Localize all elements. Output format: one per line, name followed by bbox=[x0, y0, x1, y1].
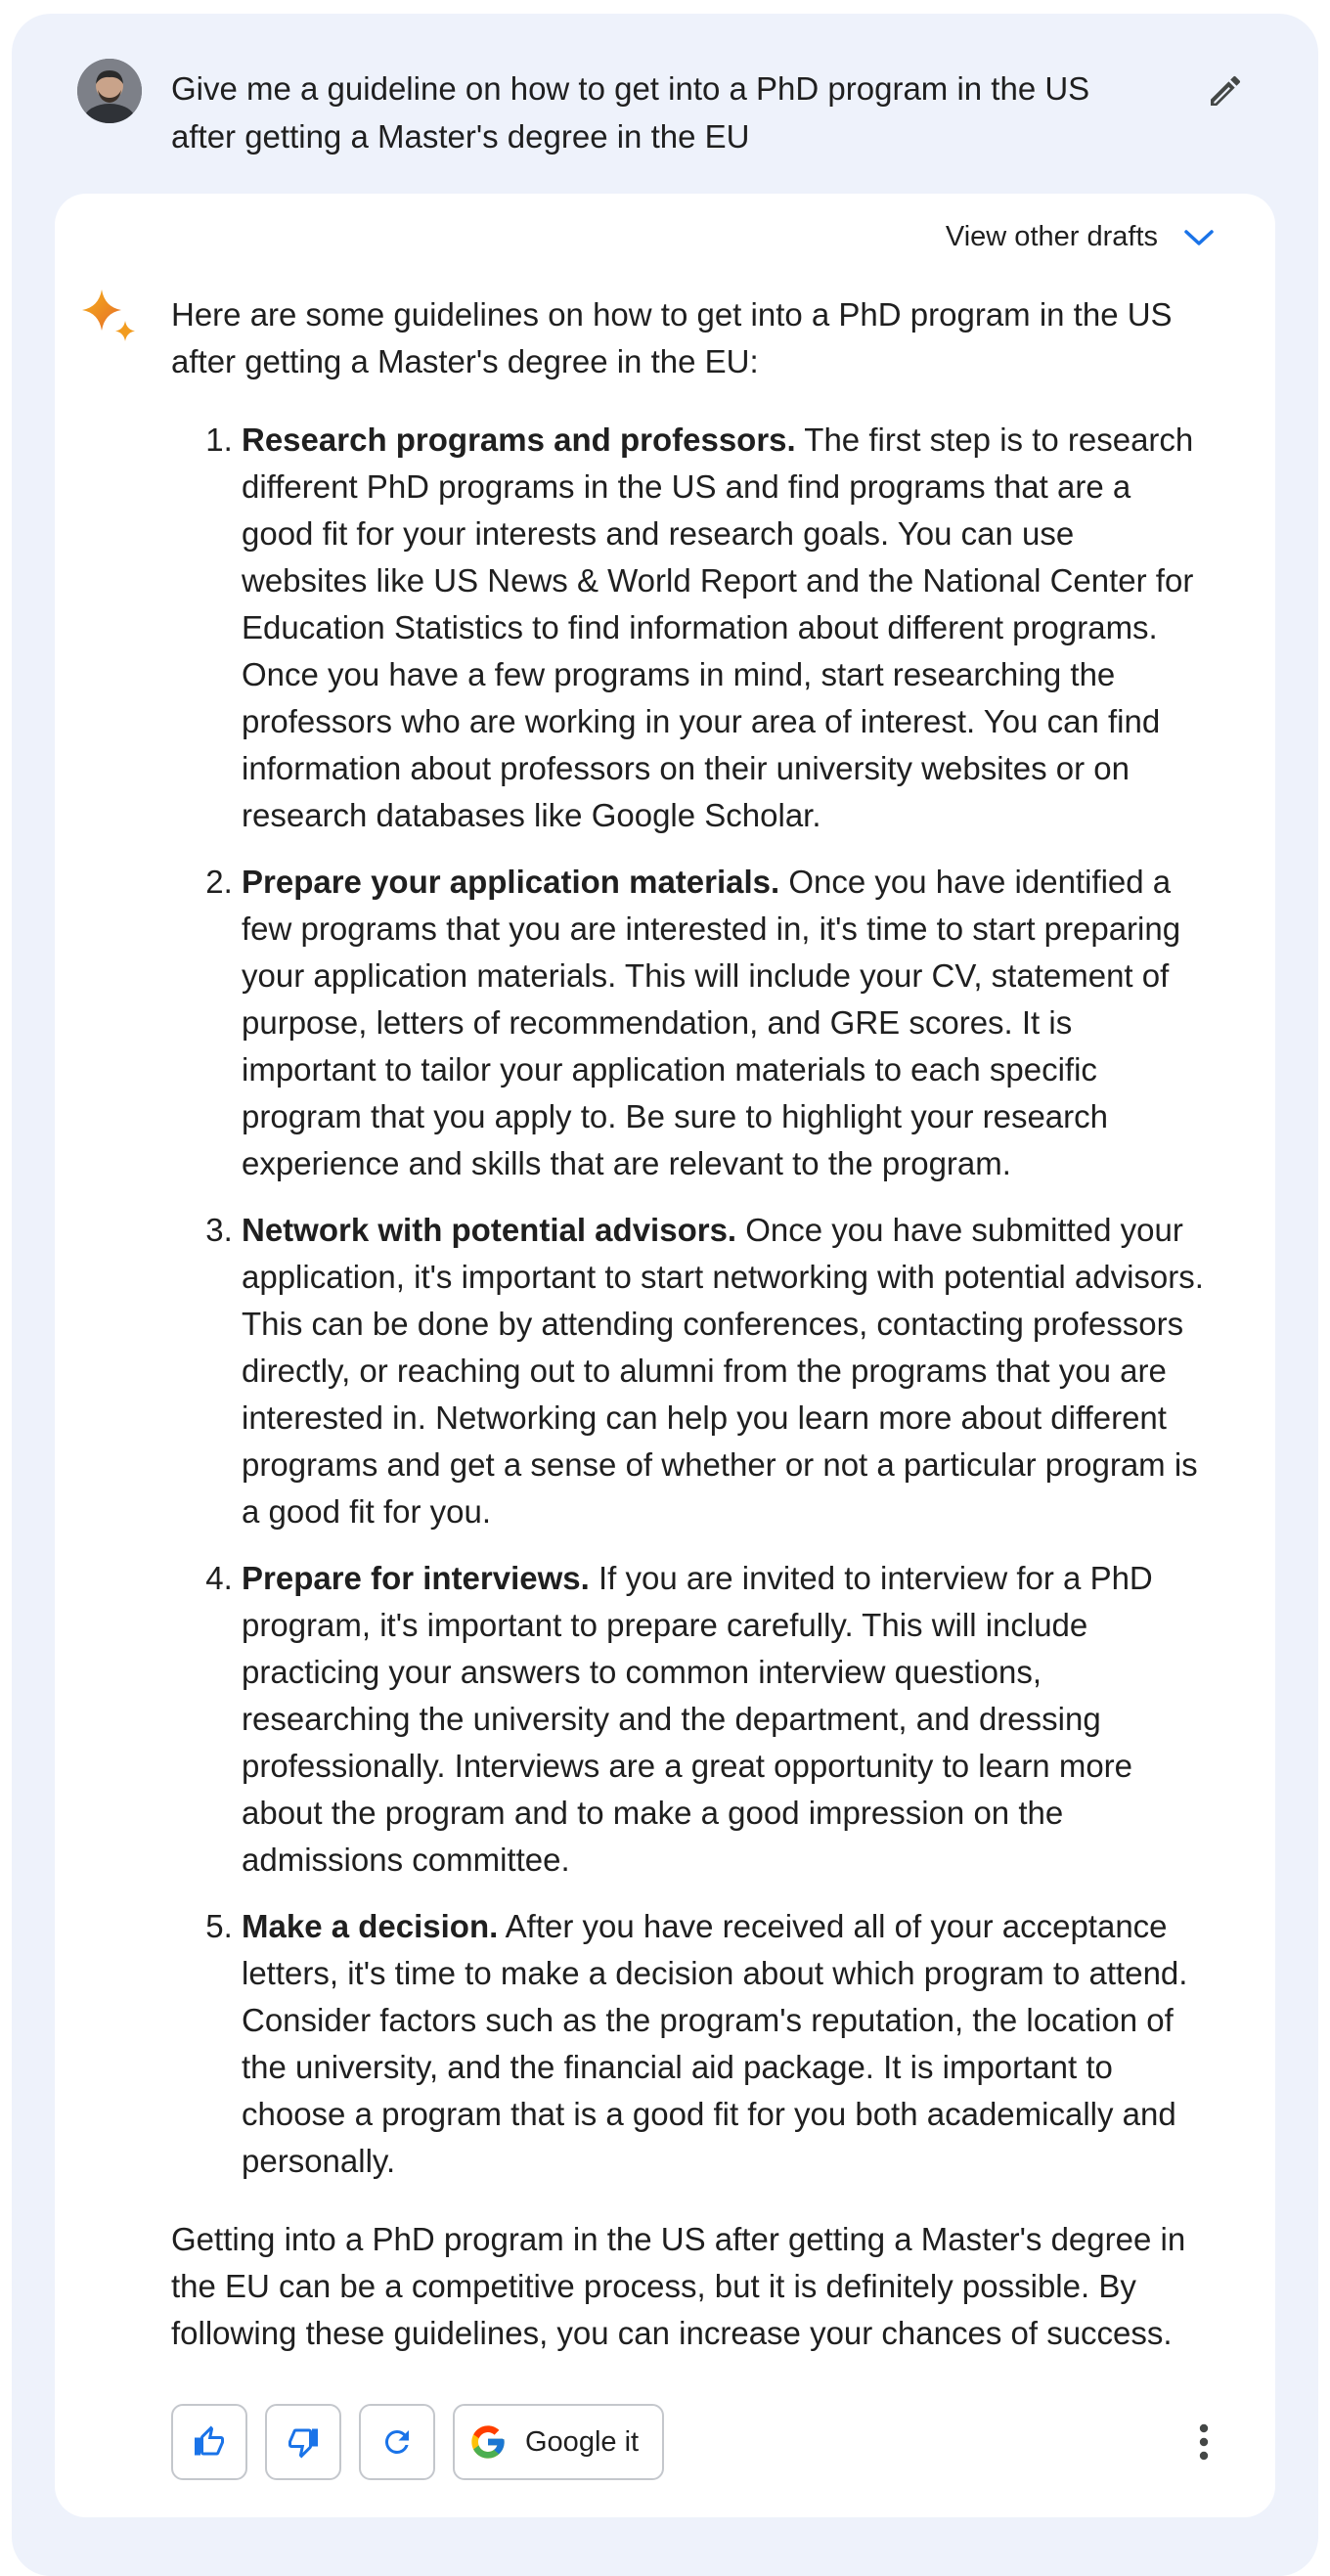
refresh-icon bbox=[379, 2424, 415, 2460]
list-item bbox=[242, 1903, 1208, 2185]
pencil-icon bbox=[1206, 71, 1245, 111]
step-body: The first step is to research different PhD programs in the US and find programs that are a good fit for your interests and research goals. You can use websites like US News & World Report and the National Center for Education Statistics to find information about different programs. Once you have a few programs in mind, start researching the professors who are working in your area of interest. You can find information about professors on their university websites or on research databases like Google Scholar. bbox=[242, 422, 1194, 833]
guideline-list bbox=[171, 417, 1208, 2185]
response-card bbox=[55, 194, 1275, 2517]
response-intro: Here are some guidelines on how to get into a PhD program in the US after getting a Master's degree in the EU: bbox=[171, 296, 1173, 379]
google-it-button[interactable] bbox=[453, 2404, 664, 2480]
regenerate-button[interactable] bbox=[359, 2404, 435, 2480]
avatar-icon bbox=[77, 59, 142, 123]
sparkle-logo bbox=[78, 286, 141, 348]
view-drafts-label: View other drafts bbox=[945, 221, 1158, 252]
sparkle-icon bbox=[78, 286, 141, 348]
thumbs-up-button[interactable] bbox=[171, 2404, 247, 2480]
response-closing: Getting into a PhD program in the US after getting a Master's degree in the EU can be a competitive process, but it is definitely possible. By following these guidelines, you can increase your chances of success. bbox=[171, 2221, 1186, 2351]
thumbs-down-icon bbox=[286, 2424, 321, 2460]
view-other-drafts-button[interactable] bbox=[946, 221, 1215, 253]
response-actions bbox=[171, 2404, 664, 2480]
step-title: Research programs and professors. bbox=[242, 422, 796, 458]
more-vert-icon bbox=[1198, 2422, 1210, 2462]
edit-query-button[interactable] bbox=[1203, 68, 1248, 113]
response-body bbox=[171, 291, 1208, 2357]
list-item bbox=[242, 1555, 1208, 1884]
thumbs-down-button[interactable] bbox=[265, 2404, 341, 2480]
step-title: Prepare for interviews. bbox=[242, 1560, 590, 1596]
list-item bbox=[242, 417, 1208, 839]
list-item bbox=[242, 1207, 1208, 1535]
user-query: Give me a guideline on how to get into a PhD program in the US after getting a Master's degree in the EU bbox=[171, 70, 1090, 155]
list-item bbox=[242, 859, 1208, 1187]
chevron-down-icon bbox=[1183, 228, 1215, 247]
thumbs-up-icon bbox=[192, 2424, 227, 2460]
google-it-label: Google it bbox=[525, 2425, 640, 2458]
step-title: Network with potential advisors. bbox=[242, 1212, 737, 1248]
step-title: Prepare your application materials. bbox=[242, 864, 780, 900]
google-logo-icon bbox=[468, 2422, 508, 2462]
step-body: If you are invited to interview for a PhD program, it's important to prepare carefully. This will include practicing your answers to common interview questions, researching the university and the department, and dressing professionally. Interviews are a great opportunity to learn more about the program and to make a good impression on the admissions committee. bbox=[242, 1560, 1153, 1878]
user-avatar bbox=[77, 59, 142, 123]
conversation-container bbox=[12, 14, 1318, 2576]
more-options-button[interactable] bbox=[1179, 2418, 1228, 2466]
step-body: Once you have submitted your application, it's important to start networking with potential advisors. This can be done by attending conferences, contacting professors directly, or reaching out to alumni from the programs that you are interested in. Networking can help you learn more about different programs and get a sense of whether or not a particular program is a good fit for you. bbox=[242, 1212, 1204, 1530]
step-title: Make a decision. bbox=[242, 1908, 499, 1944]
step-body: After you have received all of your acceptance letters, it's time to make a decision about which program to attend. Consider factors such as the program's reputation, the location of the university, and the financial aid package. It is important to choose a program that is a good fit for you both academically and personally. bbox=[242, 1908, 1188, 2179]
step-body: Once you have identified a few programs that you are interested in, it's time to start preparing your application materials. This will include your CV, statement of purpose, letters of recommendation, and GRE scores. It is important to tailor your application materials to each specific program that you apply to. Be sure to highlight your research experience and skills that are relevant to the program. bbox=[242, 864, 1181, 1181]
